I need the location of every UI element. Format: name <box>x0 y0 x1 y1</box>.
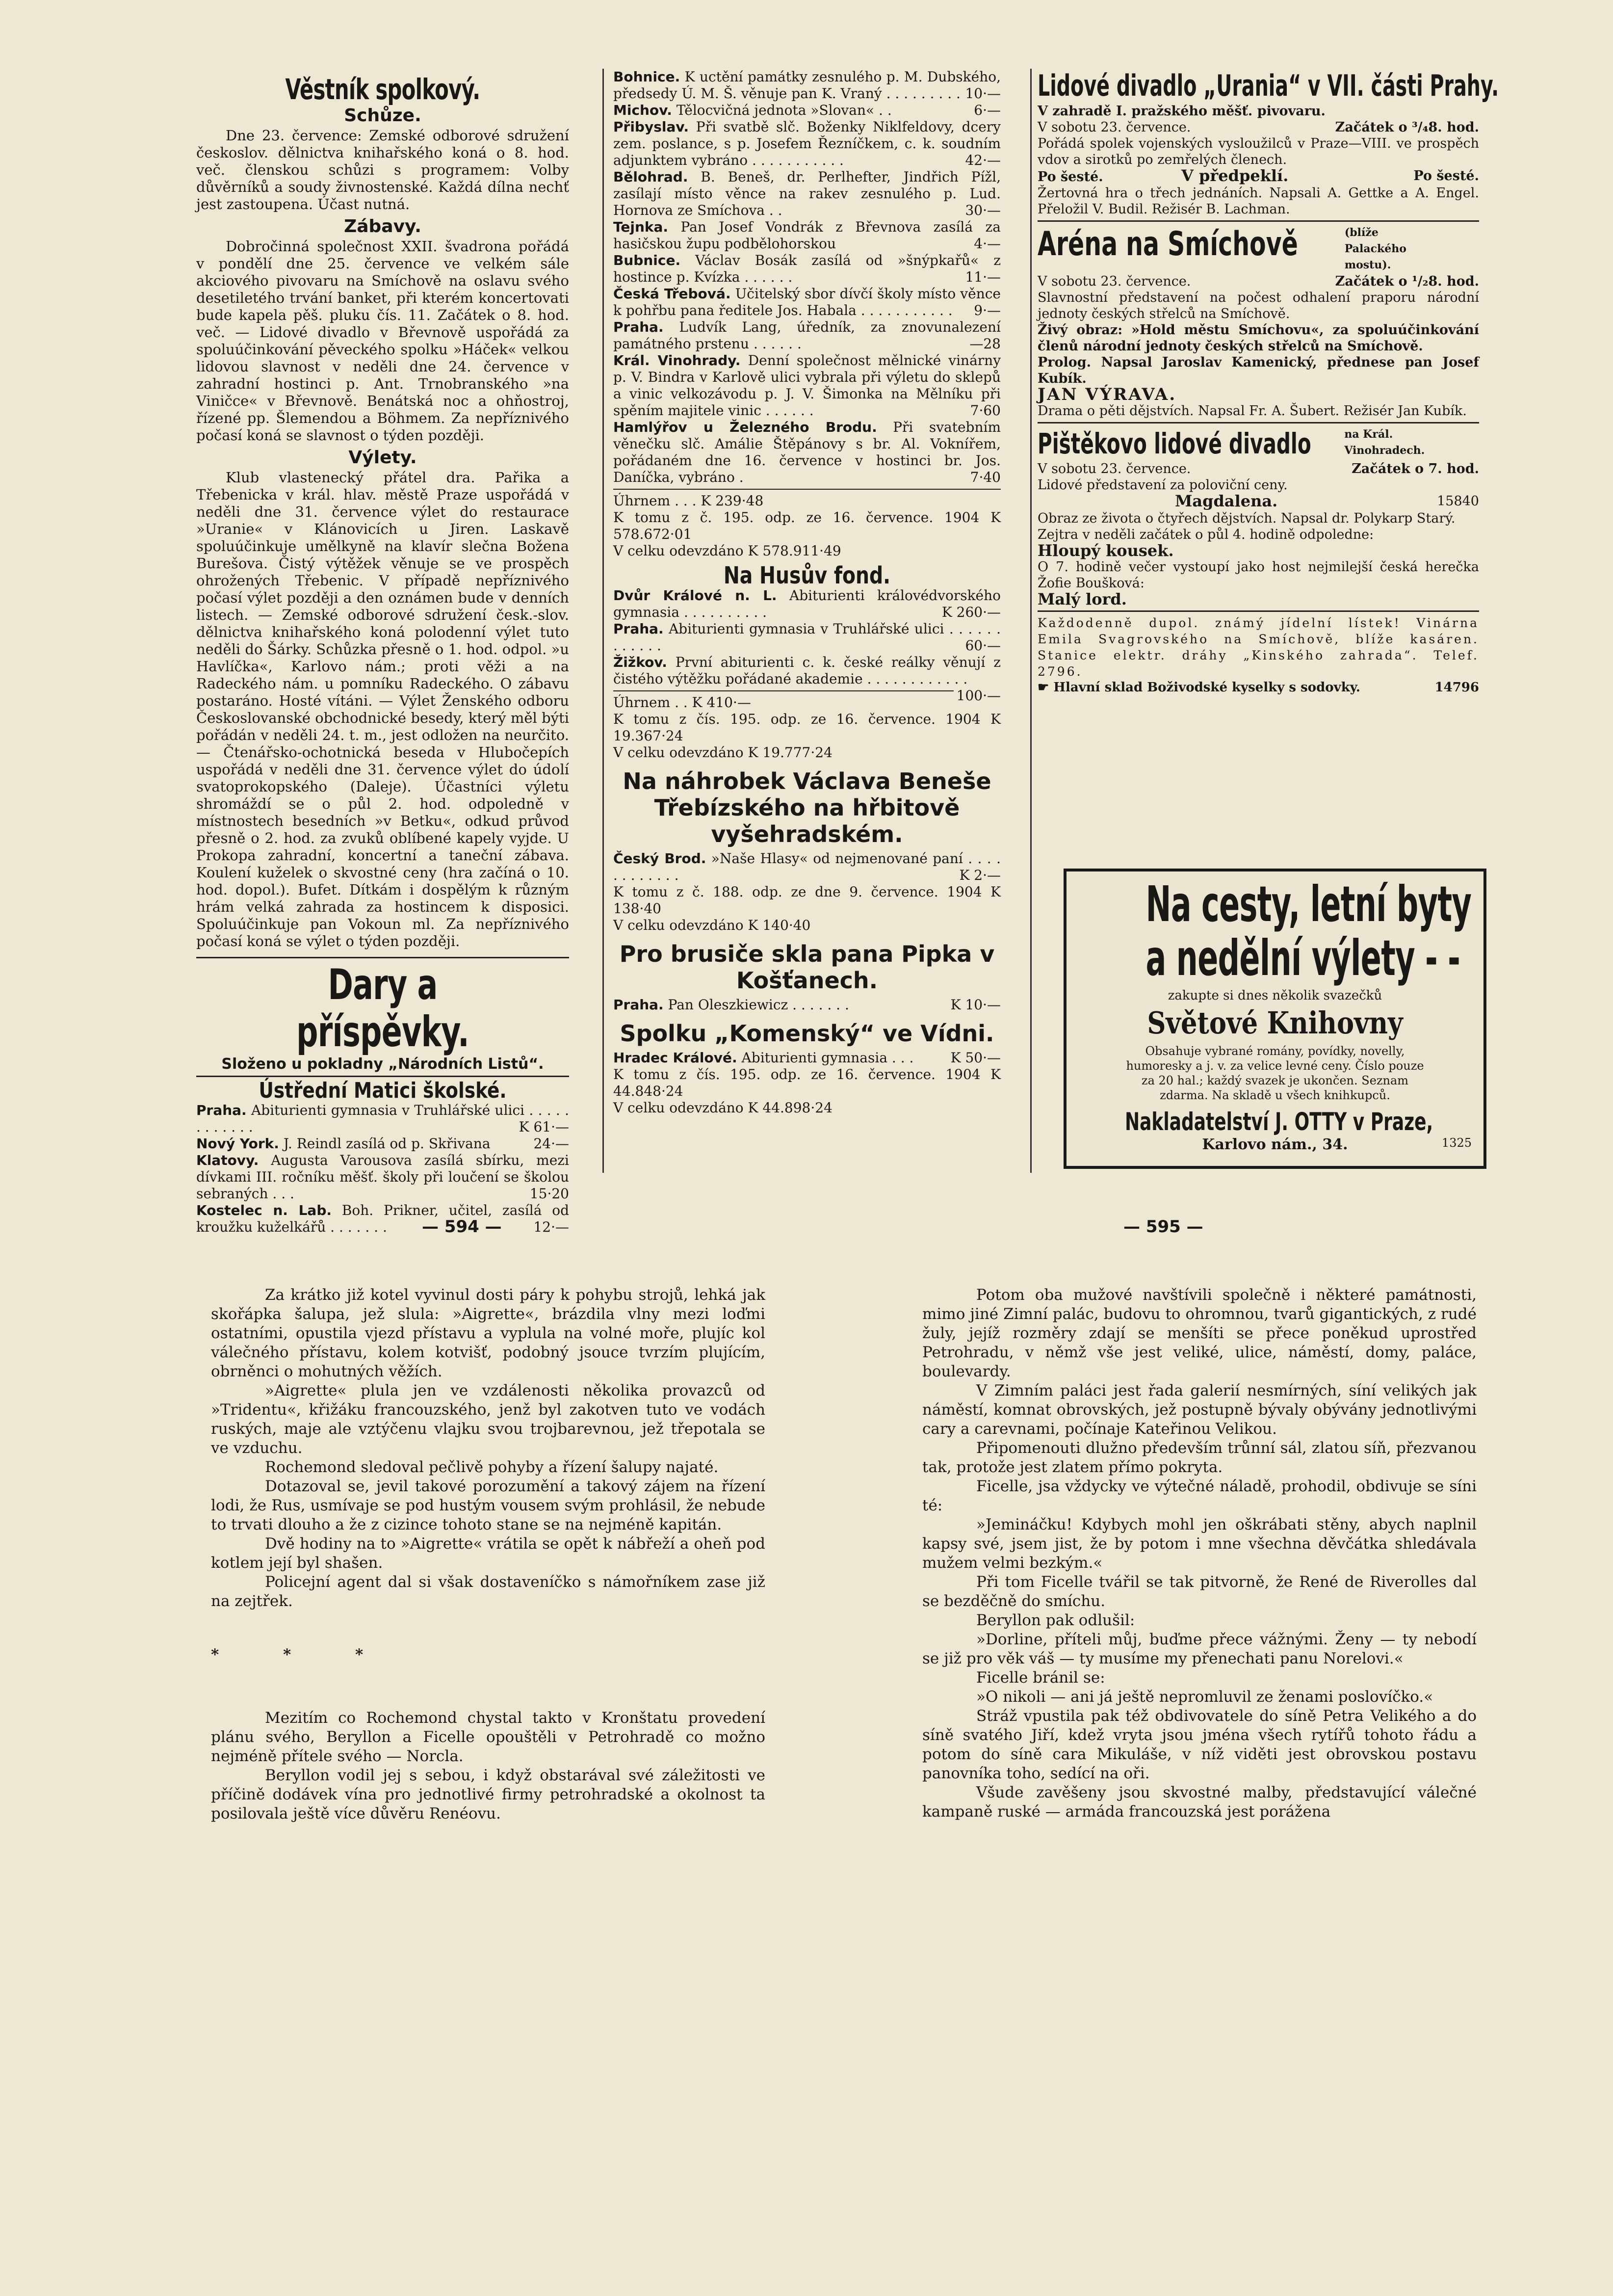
story-column-right <box>922 1286 1477 1821</box>
list-item: Klatovy. Augusta Varousova zasílá sbírku, mezi dívkami III. ročníku měšť. školy při loučení se školou sebraných . . . 15·20 <box>196 1152 570 1202</box>
arena-play-title: JAN VÝRAVA. <box>1038 385 1177 404</box>
story-paragraph: Dotazoval se, jevil takové porozumění a takový zájem na řízení lodi, že Rus, usmívaje se pod hustým vousem svým prohlásil, že nebude to trvati dlouho a že z cizince tohoto stane se na nejméně kapitán. <box>211 1478 765 1533</box>
divider <box>1038 610 1479 612</box>
urania-date-line: V sobotu 23. července. Začátek o ³/₄8. hod. <box>1038 120 1479 135</box>
matice-entry-list-continued <box>613 69 1001 486</box>
paragraph-schuze: Dne 23. července: Zemské odborové sdružení českoslov. dělnictva knihařského koná o 8. hod. več. členskou schůzi s programem: Volby důvěrníků a soudy živnostenské. Každá dílna nechť jest zastoupena. Účast nutná. <box>196 127 569 212</box>
story-paragraph: Beryllon pak odlušil: <box>976 1611 1135 1629</box>
divider <box>613 489 1001 490</box>
list-item: Praha. Abiturienti gymnasia v Truhlářské ulici . . . . . . . . . . . . 60·— <box>613 621 1001 654</box>
sum-previous: K tomu z čís. 195. odp. ze 16. července. 1904 K 44.848·24 <box>613 1066 1001 1099</box>
sum-previous: K tomu z čís. 195. odp. ze 16. července. 1904 K 19.367·24 <box>613 711 1001 744</box>
pistek-text: Lidové představení za poloviční ceny. <box>1038 477 1288 493</box>
divider <box>1038 220 1479 222</box>
story-paragraph: Potom oba mužové navštívili společně i některé památnosti, mimo jiné Zimní palác, budovu to ohromnou, tvarů gigantických, z rudé žuly, jejíž rozměry zdají se menšíti se přece poněkud uprostřed Petrohradu, v němž vše jest veliké, ulice, náměstí, domy, paláce, boulevardy. <box>922 1286 1477 1380</box>
column-divadla <box>1038 69 1499 696</box>
list-item: Dvůr Králové n. L. Abiturienti královédvorského gymnasia . . . . . . . . . . K 260·— <box>613 587 1001 620</box>
pistek-play-title: Malý lord. <box>1038 590 1127 608</box>
list-item: Přibyslav. Při svatbě slč. Boženky Niklfeldovy, dcery zem. poslance, s p. Josefem Řezníčkem, c. k. soudním adjunktem vybráno . . . . . . . . . . . 42·— <box>613 119 1001 168</box>
ad-headline: Na cesty, letní byty <box>1145 875 1472 933</box>
sum-line: Úhrnem . . K 410·— <box>613 694 751 711</box>
list-item: Král. Vinohrady. Denní společnost mělnické vinárny p. V. Bindra v Karlově ulici vybrala při výletu do sklepů a vinic velkozávodu p. J. V. Šimonka na Mělníku při spěním majitele vinic . . . . . . 7·60 <box>613 352 1001 419</box>
story-paragraph: »Aigrette« plula jen ve vzdálenosti několika provazců od »Tridentu«, křižáku francouzského, jenž byl zakotven tuto ve vodách ruských, maje ale vztýčenu vlajku svou trojbarevnou, jež třepotala se ve vzduchu. <box>211 1382 765 1457</box>
section-break-stars: * * * <box>211 1646 393 1663</box>
pistek-text: Obraz ze života o čtyřech dějstvích. Napsal dr. Polykarp Starý. <box>1038 511 1456 526</box>
urania-text: Žertovná hra o třech jednáních. Napsali A. Gettke a A. Engel. Přeložil V. Budil. Režisér B. Lachman. <box>1038 185 1479 217</box>
list-item: Žižkov. První abiturienti c. k. české reálky věnují z čistého výtěžku pořádané akademie . . . . . . . . . . . . 100·— <box>613 654 1001 704</box>
ad-kyselka: ☛ Hlavní sklad Boživodské kyselky s sodovky. 14796 <box>1038 680 1479 695</box>
ad-address: Karlovo nám., 34. 1325 <box>1202 1136 1472 1153</box>
divider <box>196 1076 569 1077</box>
list-item: Bohnice. K uctění památky zesnulého p. M. Dubského, předsedy Ú. M. Š. věnuje pan K. Vraný . . . . . . . . . 10·— <box>613 69 1001 102</box>
subheading-zabavy: Zábavy. <box>344 216 421 237</box>
list-item: Tejnka. Pan Josef Vondrák z Břevnova zasílá za hasičskou župu podbělohorskou 4·— <box>613 219 1001 252</box>
story-paragraph: V Zimním paláci jest řada galerií nesmírných, síní velikých jak náměstí, komnat obrovských, jež postupně bývaly obývány jednotlivými cary a carevnami, počínaje Kateřinou Velikou. <box>922 1382 1477 1438</box>
list-item: Michov. Tělocvičná jednota »Slovan« . . 6·— <box>613 102 1001 118</box>
sum-previous: K tomu z č. 188. odp. ze dne 9. července. 1904 K 138·40 <box>613 884 1001 917</box>
page-number-left: — 594 — <box>422 1217 502 1237</box>
story-paragraph: Stráž vpustila pak též obdivovatele do síně Petra Velikého a do síně svatého Jiří, kdež vryta jsou jména všech rytířů tohoto řádu a potom do síně cara Mikuláše, v níž viděti jest obrovskou postavu panovníka toho, sedící na oři. <box>922 1707 1477 1782</box>
story-paragraph: »O nikoli — ani já ještě nepromluvil ze ženami poslovíčko.« <box>976 1688 1433 1706</box>
ad-publisher: Nakladatelství J. OTTY v Praze, <box>1125 1108 1433 1136</box>
heading-hus: Na Husův fond. <box>723 562 891 589</box>
matice-entry-list <box>196 1102 569 1236</box>
list-item: Praha. Abiturienti gymnasia v Truhlářské ulici . . . . . . . . . . . . K 61·— <box>196 1102 569 1135</box>
section-heading-dary: Dary a příspěvky. <box>296 960 469 1056</box>
story-paragraph: Rochemond sledoval pečlivě pohyby a řízení šalupy najaté. <box>265 1458 719 1476</box>
pistek-text: O 7. hodině večer vystoupí jako host nejmilejší česká herečka Žofie Boušková: <box>1038 559 1479 591</box>
pistek-text: Zejtra v neděli začátek o půl 4. hodině odpoledne: <box>1038 527 1374 542</box>
list-item: Český Brod. »Naše Hlasy« od nejmenované paní . . . . . . . . . . . . K 2·— <box>613 850 1001 883</box>
list-item: Praha. Pan Oleszkiewicz . . . . . . . K 10·— <box>613 997 1001 1013</box>
story-column-left <box>211 1286 765 1823</box>
arena-text: Slavnostní představení na počest odhalení praporu národní jednoty českých střelců na Smíchově. <box>1038 290 1479 321</box>
ad-text: zakupte si dnes několik svazečků <box>1168 988 1382 1003</box>
story-paragraph: Při tom Ficelle tvářil se tak pitvorně, že René de Riverolles dal se bezděčně do smíchu. <box>922 1573 1477 1610</box>
column-divider <box>1030 69 1032 1173</box>
story-paragraph: Mezitím co Rochemond chystal takto v Kronštatu provedení plánu svého, Beryllon a Ficelle opouštěli v Petrohradě co možno nejméně přítele svého — Norcla. <box>211 1709 765 1765</box>
list-item: Nový York. J. Reindl zasílá od p. Skřivana 24·— <box>196 1135 569 1152</box>
sum-line: Úhrnem . . . K 239·48 <box>613 493 764 509</box>
story-paragraph: Ficelle bránil se: <box>976 1669 1105 1687</box>
story-paragraph: Všude zavěšeny jsou skvostné malby, představující válečné kampaně ruské — armáda francouzská jest porážena <box>922 1784 1477 1821</box>
column-dary-list <box>613 69 1001 1116</box>
heading-urania: Lidové divadlo „Urania“ v VII. části Prahy. <box>1038 69 1499 103</box>
heading-benes: Na náhrobek Václava Beneše Třebízského na hřbitově vyšehradském. <box>623 768 991 847</box>
arena-heading: Aréna na Smíchově (blíže Palackého mostu). <box>1038 225 1406 271</box>
story-paragraph: Za krátko již kotel vyvinul dosti páry k pohybu strojů, lehká jak skořápka šalupa, jež slula: »Aigrette«, brázdila vlny mezi loďmi ostatními, opustila vjezd přístavu a vyplula na volné moře, plujíc kol válečného přístavu, kolem kotvišť, podobný jsouce tvrzím plujícím, obrněnci o mohutných věžích. <box>211 1286 765 1380</box>
arena-text: Živý obraz: »Hold městu Smíchovu«, za spoluúčinkování členů národní jednoty českých střelců na Smíchově. <box>1038 322 1479 354</box>
ad-box-svetova-knihovna <box>1064 869 1486 1169</box>
story-paragraph: »Jemináčku! Kdybych mohl jen oškrábati stěny, abych naplnil kapsy své, jsem jist, že by potom i mne všechna děvčátka shledávala mužem velmi bezkým.« <box>922 1516 1477 1572</box>
ad-brand: Světové Knihovny <box>1147 1005 1403 1041</box>
sum-total: V celku odevzdáno K 578.911·49 <box>613 543 841 559</box>
story-paragraph: Dvě hodiny na to »Aigrette« vrátila se opět k nábřeží a oheň pod kotlem její byl shašen. <box>211 1535 765 1572</box>
dary-subtitle: Složeno u pokladny „Národních Listů“. <box>221 1056 544 1073</box>
list-item: Bělohrad. B. Beneš, dr. Perlhefter, Jindřich Pížl, zasílají místo věnce na rakev zesnulého p. Lud. Hornova ze Smíchova . . 30·— <box>613 169 1001 218</box>
list-item: Praha. Ludvík Lang, úředník, za znovunalezení památného prstenu . . . . . . —28 <box>613 319 1001 352</box>
list-item: Hradec Králové. Abiturienti gymnasia . . . K 50·— <box>613 1050 1001 1066</box>
urania-venue: V zahradě I. pražského měšť. pivovaru. <box>1038 104 1326 119</box>
pistek-play-line: Magdalena. 15840 <box>1175 492 1479 510</box>
sum-previous: K tomu z č. 195. odp. ze 16. července. 1904 K 578.672·01 <box>613 509 1001 542</box>
arena-text: Drama o pěti dějstvích. Napsal Fr. A. Šubert. Režisér Jan Kubík. <box>1038 403 1467 419</box>
pistek-date-line: V sobotu 23. července. Začátek o 7. hod. <box>1038 461 1479 476</box>
ad-text: Obsahuje vybrané romány, povídky, novelly, humoresky a j. v. za velice levné ceny. Číslo pouze za 20 hal.; každý svazek je ukončen. Seznam zdarma. Na skladě u všech knihkupců. <box>1126 1044 1424 1102</box>
column-spolkovy <box>196 74 569 1236</box>
story-paragraph: Policejní agent dal si však dostaveníčko s námořníkem zase již na zejtřek. <box>211 1573 765 1610</box>
arena-text: Prolog. Napsal Jaroslav Kamenický, přednese pan Josef Kubík. <box>1038 355 1479 386</box>
arena-date-line: V sobotu 23. července. Začátek o ¹/₂8. hod. <box>1038 274 1479 289</box>
hand-pointer-icon: ☛ <box>1038 680 1054 695</box>
page-number-right: — 595 — <box>1123 1217 1203 1237</box>
story-paragraph: Beryllon vodil jej s sebou, i když obstarával své záležitosti ve příčině dodávek vína pro jednotlivé firmy petrohradské a okolnost ta posilovala ještě více důvěru Renéovu. <box>211 1767 765 1822</box>
sum-total: V celku odevzdáno K 19.777·24 <box>613 744 833 761</box>
subheading-vylety: Výlety. <box>348 448 417 468</box>
section-heading-vestnik: Věstník spolkový. <box>285 73 480 106</box>
list-item: Hamlýřov u Železného Brodu. Při svatebním věnečku slč. Amálie Štěpánovy s br. Al. Voknířem, pořádaném dne 16. července v hostinci br. Jos. Daníčka, vybráno . 7·40 <box>613 419 1001 485</box>
list-item: Kostelec n. Lab. Boh. Prikner, učitel, zasílá od kroužku kuželkářů . . . . . . . 12·— <box>196 1202 569 1235</box>
ad-vinarna: Každodenně dupol. známý jídelní lístek! Vinárna Emila Svagrovského na Smíchově, blíže kasáren. Stanice elektr. dráhy „Kinského zahrada“. Telef. 2796. <box>1038 616 1479 679</box>
story-paragraph: »Dorline, příteli můj, buďme přece vážnými. Ženy — ty nebodí se již pro věk váš — ty musíme my přenechati panu Norelovi.« <box>922 1631 1477 1667</box>
paragraph-vylety: Klub vlastenecký přátel dra. Pařika a Třebenicka v král. hlav. městě Praze uspořádá v neděli dne 31. července výlet do restaurace »Uranie« v Klánovicích u Jiren. Laskavě spoluúčinkuje umělkyně na klavír slečna Božena Burešova. Čistý výtěžek věnuje se ve prospěch ohrožených Třebenic. V případě nepříznivého počasí výlet později a den oznámen bude v denních listech. — Zemské odborové sdružení česk.-slov. dělnictva knihařského koná polodenní výlet tuto neděli do Šárky. Schůzka přesně o 1. hod. odpol. »u Havlíčka«, Karlovo nám.; proti věži a na Radeckého nám. u pomníku Radeckého. O zábavu postaráno. Hosté vítáni. — Výlet Ženského odboru Českoslovanské obchodnické besedy, který měl býti pořádán v neděli 24. t. m., jest odložen na neurčito. — Čtenářsko-ochotnická beseda v Hlubočepích uspořádá v neděli dne 31. července výlet do údolí svatoprokopského (Daleje). Účastníci výletu shromáždí se o půl 2. hod. odpoledně v místnostech besedních »v Betku«, odkud průvod přesně o 2. hod. za zvuků oblíbené kapely vyjde. U Prokopa zahradní, koncertní a taneční zábava. Koulení kuželek o skvostné ceny (hra začíná o 10. hod. dopol.). Bufet. Dítkám i dospělým k různým hrám velká zahrada za hostincem k disposici. Spoluúčinkuje pan Vokoun ml. Za nepříznivého počasí koná se výlet o týden později. <box>196 469 569 950</box>
story-paragraph: Ficelle, jsa vždycky ve výtečné náladě, prohodil, obdivuje se síni té: <box>922 1478 1477 1514</box>
pistek-play-title: Hloupý kousek. <box>1038 541 1174 560</box>
heading-matice: Ústřední Matici školské. <box>259 1078 507 1103</box>
heading-pipka: Pro brusiče skla pana Pipka v Košťanech. <box>619 941 995 994</box>
divider <box>613 690 954 691</box>
sum-total: V celku odevzdáno K 140·40 <box>613 917 811 933</box>
urania-text: Pořádá spolek vojenských vysloužilců v Praze—VIII. ve prospěch vdov a sirotků po zemřelých členech. <box>1038 136 1479 167</box>
ad-headline: a nedělní výlety - - <box>1145 929 1460 987</box>
list-item: Česká Třebová. Učitelský sbor dívčí školy místo věnce k pohřbu pana ředitele Jos. Habala . . . . . . . . . . . 9·— <box>613 286 1001 318</box>
story-paragraph: Připomenouti dlužno především trůnní sál, zlatou síň, přezvanou tak, protože jest zlatem přímo pokryta. <box>922 1439 1477 1476</box>
divider <box>1038 422 1479 423</box>
subheading-schuze: Schůze. <box>344 106 421 126</box>
column-divider <box>602 69 604 1173</box>
pistek-heading: Pištěkovo lidové divadlo na Král. Vinohradech. <box>1038 427 1425 460</box>
paragraph-zabavy: Dobročinná společnost XXII. švadrona pořádá v pondělí dne 25. července ve velkém sále akciového pivovaru na Smíchově na oslavu svého desetiletého trvání banket, při kterém koncertovati bude kapela pěš. pluku čís. 11. Začátek o 8. hod. več. — Lidové divadlo v Břevnově uspořádá za spoluúčinkování pěveckého spolku »Háček« velkou lidovou slavnost v neděli dne 24. července v zahradní hostinci p. Ant. Trnobranského »na Viničce« v Břevnově. Benátská noc a ohňostroj, řízené pp. Šlemendou a Böhmem. Za nepříznivého počasí koná se slavnost o týden později. <box>196 238 569 444</box>
heading-komensky: Spolku „Komenský“ ve Vídni. <box>620 1020 994 1047</box>
urania-play-line: Po šesté. V předpeklí. Po šesté. <box>1038 166 1479 185</box>
divider <box>196 957 569 958</box>
sum-total: V celku odevzdáno K 44.898·24 <box>613 1100 833 1116</box>
list-item: Bubnice. Václav Bosák zasílá od »šnýpkařů« z hostince p. Kvízka . . . . . . 11·— <box>613 252 1001 285</box>
